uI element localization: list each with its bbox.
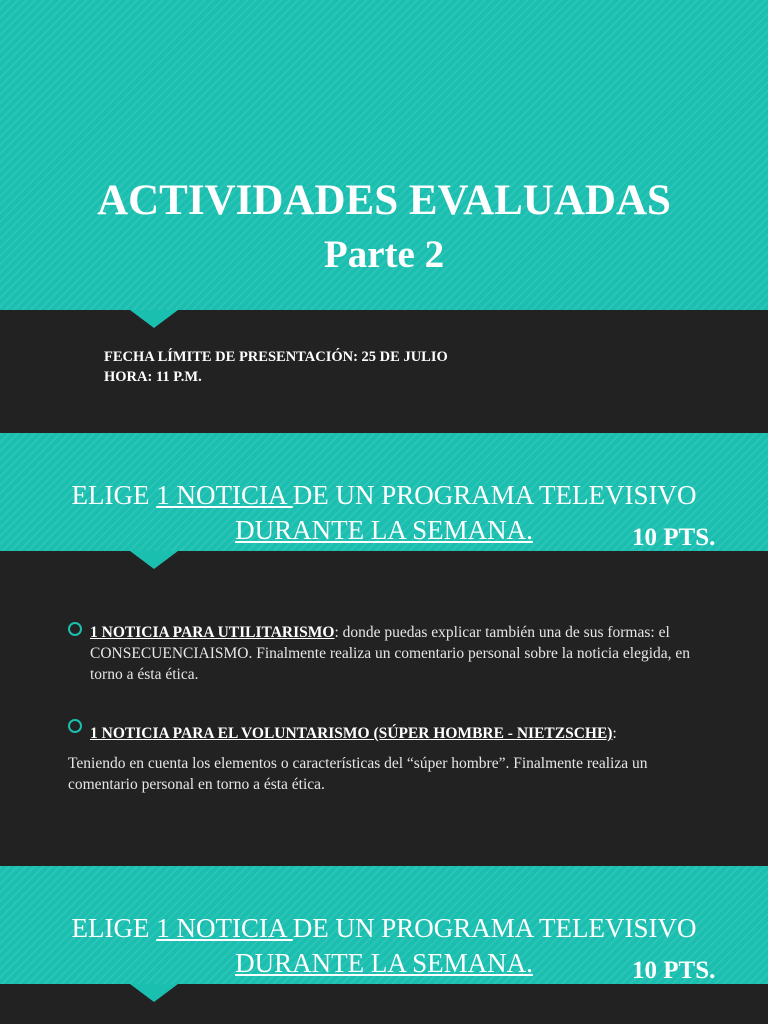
heading-line2-text: DURANTE LA SEMANA. xyxy=(235,515,533,545)
heading-line2-text: DURANTE LA SEMANA. xyxy=(235,948,533,978)
heading-highlight: 1 NOTICIA xyxy=(156,913,293,943)
heading-suffix: DE UN PROGRAMA TELEVISIVO xyxy=(292,480,697,510)
bullet-circle-icon xyxy=(68,719,82,733)
slide3-heading xyxy=(0,913,768,944)
heading-prefix: ELIGE xyxy=(71,480,157,510)
heading-prefix: ELIGE xyxy=(71,913,157,943)
slide2-points: 10 PTS. xyxy=(632,524,716,551)
item-title: 1 NOTICIA PARA EL VOLUNTARISMO (SÚPER HOMBRE - NIETZSCHE) xyxy=(90,725,613,742)
list-item-voluntarismo-body: Teniendo en cuenta los elementos o características del “súper hombre”. Finalmente realiza un comentario personal en torno a ésta ética. xyxy=(68,755,648,793)
item-text-end: : xyxy=(612,725,617,742)
list-item-voluntarismo xyxy=(90,723,710,744)
item-title: 1 NOTICIA PARA UTILITARISMO xyxy=(90,624,335,641)
slide-title: ACTIVIDADES EVALUADAS xyxy=(97,177,671,224)
deadline-text: FECHA LÍMITE DE PRESENTACIÓN: 25 DE JULIO xyxy=(104,349,448,365)
item-text: : donde puedas explicar también una de sus formas: el CONSECUENCIAISMO. Finalmente realiza un comentario personal sobre la noticia elegida, en torno a ésta ética. xyxy=(90,624,691,683)
slide-subtitle: Parte 2 xyxy=(323,233,445,276)
title-slide-notch xyxy=(130,310,178,328)
list-item-utilitarismo xyxy=(90,622,710,685)
slide3-notch xyxy=(130,984,178,1002)
slide3-points: 10 PTS. xyxy=(632,957,716,984)
bullet-circle-icon xyxy=(68,622,82,636)
heading-highlight: 1 NOTICIA xyxy=(156,480,293,510)
slide2-notch xyxy=(130,551,178,569)
time-text: HORA: 11 P.M. xyxy=(104,369,202,385)
slide2-heading xyxy=(0,480,768,511)
heading-suffix: DE UN PROGRAMA TELEVISIVO xyxy=(292,913,697,943)
